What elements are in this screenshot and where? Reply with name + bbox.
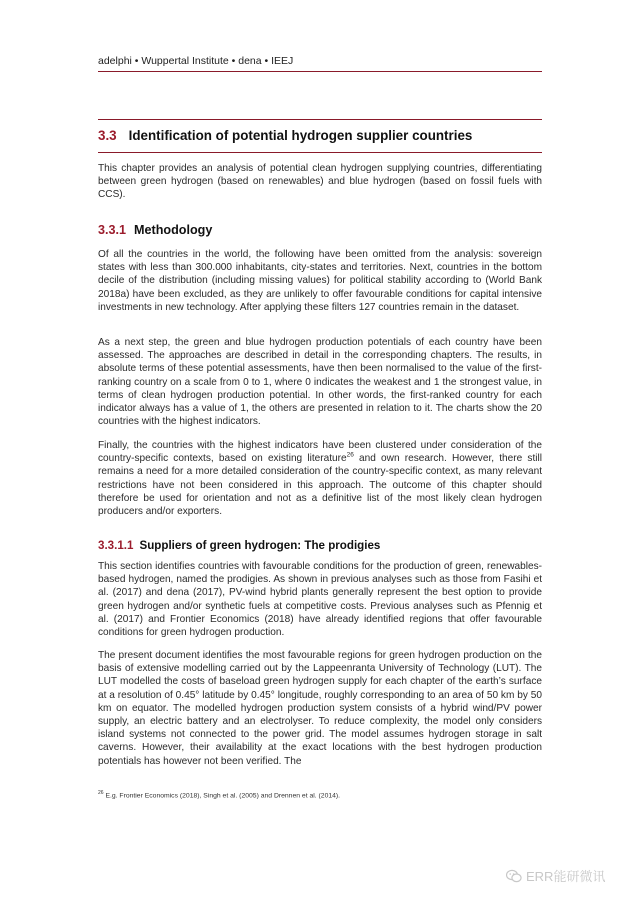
watermark-text: ERR能研微讯: [526, 869, 606, 884]
section-rule-top: [98, 119, 542, 120]
green-paragraph-1: This section identifies countries with favourable conditions for the production of green, renewables-based hydrogen, named the prodigies. As shown in previous analyses such as those from Fasihi et al. (2017) and dena (2017), PV-wind hybrid plants generally represent the best option to provide green hydrogen and/or synthetic fuels at competitive costs. Previous analyses such as Pfennig et al. (2017) and Frontier Economics (2018) have already identified regions that offer favourable conditions for green hydrogen production.: [98, 561, 542, 639]
footnote-ref[interactable]: 26: [346, 451, 354, 459]
footnote-number: 26: [98, 790, 104, 796]
section-rule-bottom: [98, 152, 542, 153]
wechat-icon: [506, 869, 522, 883]
section-number: 3.3: [98, 128, 117, 143]
methodology-p3-text-a: Finally, the countries with the highest indicators have been clustered under consideration of the country-specific contexts, based on existing literature: [98, 440, 542, 465]
running-header: adelphi • Wuppertal Institute • dena • IEEJ: [98, 55, 294, 67]
methodology-paragraph-1: Of all the countries in the world, the following have been omitted from the analysis: sovereign states with less than 300.000 inhabitants, city-states and territories. Next, countries in the bottom decile of the distribution (including missing values) for political stability according to (World Bank 2018a) have been excluded, as they are unlikely to offer favourable conditions for capital intensive investments in new technology. After applying these filters 127 countries remain in the dataset.: [98, 249, 542, 313]
green-hydrogen-heading: [98, 539, 380, 552]
green-hydrogen-number: 3.3.1.1: [98, 539, 134, 552]
green-hydrogen-title: Suppliers of green hydrogen: The prodigies: [139, 539, 381, 552]
watermark: [506, 866, 605, 885]
footnote: [98, 790, 542, 799]
section-heading: [98, 128, 472, 143]
header-rule: [98, 71, 542, 72]
green-paragraph-2: The present document identifies the most favourable regions for green hydrogen production on the basis of extensive modelling carried out by the Lappeenranta University of Technology (LUT). The LUT modelled the costs of baseload green hydrogen supply for each chapter of the earth’s surface at a resolution of 0.45° latitude by 0.45° longitude, roughly corresponding to an area of 50 km by 50 km on equator. The modelled hydrogen production system consists of a hybrid wind/PV power supply, an electric battery and an electrolyser. To reduce complexity, the model only considers island systems not connected to the power grid. The model assumes hydrogen storage in salt caverns. However, their availability at the exact locations with the best hydrogen production potentials has however not been verified. The: [98, 650, 542, 767]
methodology-paragraph-3: [98, 439, 542, 518]
intro-paragraph: This chapter provides an analysis of potential clean hydrogen supplying countries, differentiating between green hydrogen (based on renewables) and blue hydrogen (based on fossil fuels with CCS).: [98, 163, 542, 201]
methodology-title: Methodology: [134, 223, 213, 237]
footnote-text: E.g. Frontier Economics (2018), Singh et al. (2005) and Drennen et al. (2014).: [103, 792, 341, 800]
methodology-p3-text-b: and own research. However, there still remains a need for a more detailed consideration of the country-specific context, as many relevant restrictions have not been considered in this approach. The outcome of this chapter should therefore be used for orientation and not as a definitive list of the most likely clean hydrogen producers and/or exporters.: [98, 453, 543, 518]
methodology-number: 3.3.1: [98, 223, 127, 237]
methodology-paragraph-2: As a next step, the green and blue hydrogen production potentials of each country have been assessed. The approaches are described in detail in the corresponding chapters. The results, in absolute terms of these potential assessments, have then been normalised to the value of the first-ranking country on a scale from 0 to 1, where 0 indicates the weakest and 1 the strongest value, in terms of clean hydrogen production potential. In other words, the first-ranked country for each indicator always has a value of 1, the others are presented in relation to it. The charts show the 20 countries with the highest indicators.: [98, 337, 542, 428]
methodology-heading: [98, 223, 212, 237]
section-title: Identification of potential hydrogen supplier countries: [128, 128, 473, 143]
